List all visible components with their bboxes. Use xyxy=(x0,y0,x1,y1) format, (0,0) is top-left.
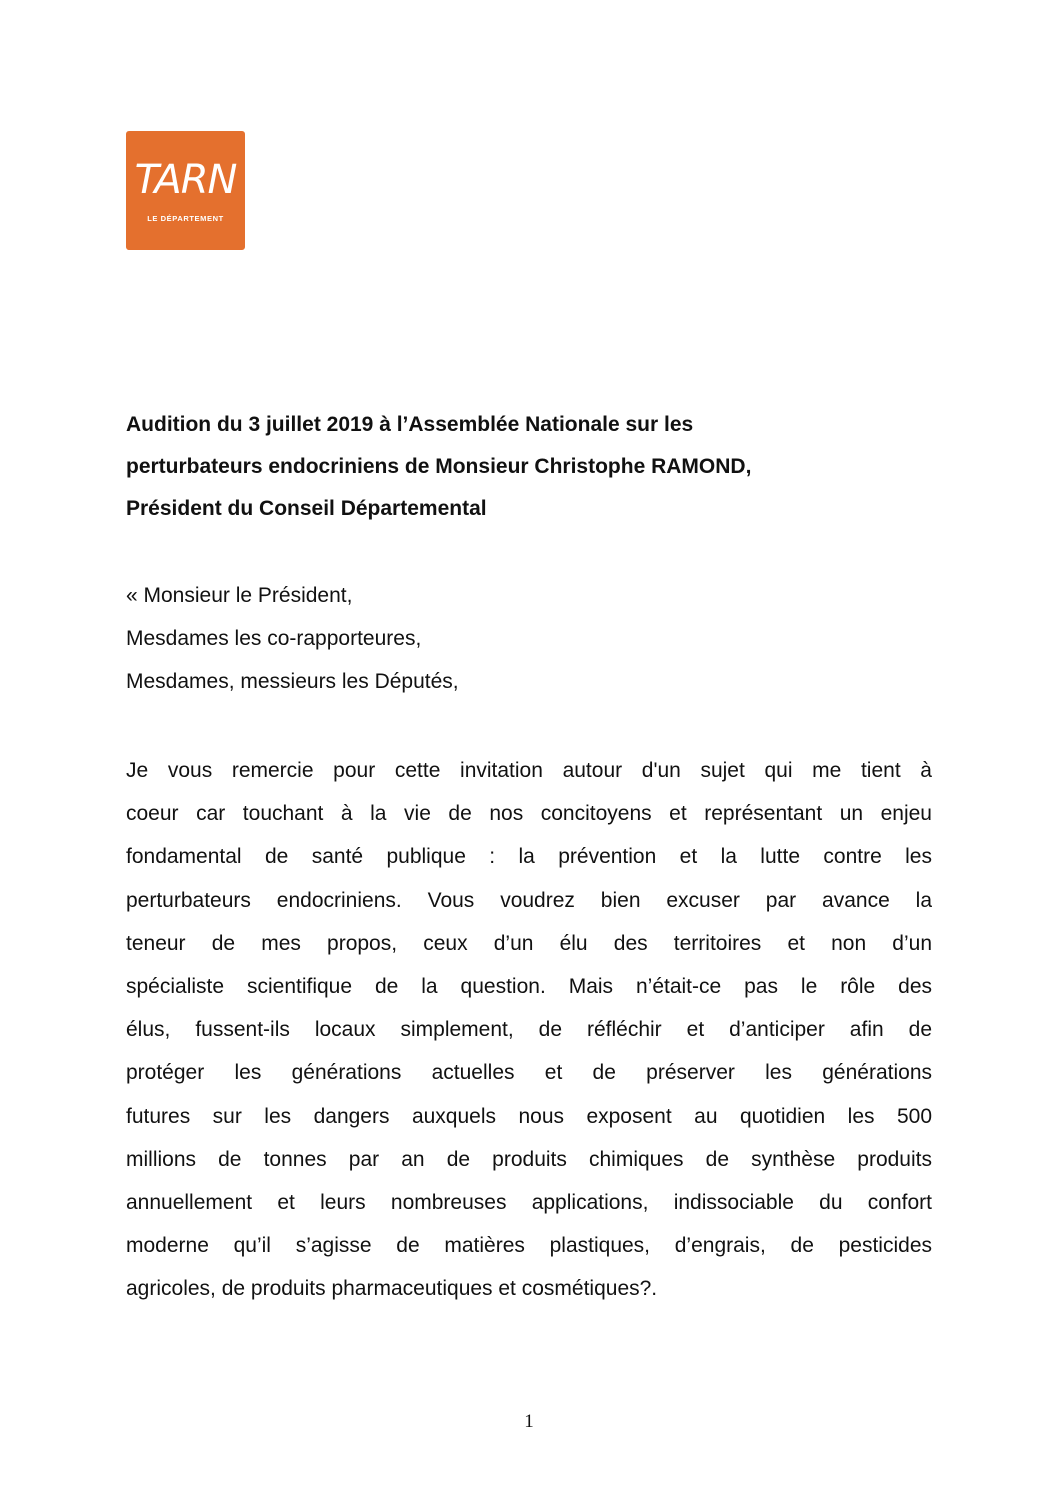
salutation-line: Mesdames les co-rapporteures, xyxy=(126,627,422,650)
title-line: Président du Conseil Départemental xyxy=(126,497,487,520)
paragraph-line: fondamental de santé publique : la prévention et la lutte contre les xyxy=(126,845,932,869)
tarn-logo xyxy=(126,131,245,250)
paragraph-line: annuellement et leurs nombreuses applications, indissociable du confort xyxy=(126,1191,932,1215)
title-line: Audition du 3 juillet 2019 à l’Assemblée Nationale sur les xyxy=(126,413,694,436)
logo-wordmark: TARN xyxy=(134,157,237,203)
paragraph-line: protéger les générations actuelles et de préserver les générations xyxy=(126,1061,932,1085)
salutation-line: Mesdames, messieurs les Députés, xyxy=(126,670,459,693)
paragraph-line: élus, fussent-ils locaux simplement, de réfléchir et d’anticiper afin de xyxy=(126,1018,932,1042)
body-paragraph xyxy=(126,749,932,1311)
salutation-line: « Monsieur le Président, xyxy=(126,584,353,607)
paragraph-line: perturbateurs endocriniens. Vous voudrez bien excuser par avance la xyxy=(126,888,932,912)
title-line: perturbateurs endocriniens de Monsieur Christophe RAMOND, xyxy=(126,455,752,478)
paragraph-line: moderne qu’il s’agisse de matières plastiques, d’engrais, de pesticides xyxy=(126,1234,932,1258)
paragraph-line: agricoles, de produits pharmaceutiques et cosmétiques?. xyxy=(126,1277,658,1301)
paragraph-line: coeur car touchant à la vie de nos concitoyens et représentant un enjeu xyxy=(126,802,932,826)
paragraph-line: teneur de mes propos, ceux d’un élu des territoires et non d’un xyxy=(126,931,932,955)
logo-subtitle: LE DÉPARTEMENT xyxy=(147,214,224,223)
paragraph-line: futures sur les dangers auxquels nous exposent au quotidien les 500 xyxy=(126,1104,932,1128)
paragraph-line: spécialiste scientifique de la question. Mais n’était-ce pas le rôle des xyxy=(126,975,932,999)
salutation xyxy=(126,574,932,703)
page-number: 1 xyxy=(524,1411,534,1432)
paragraph-line: millions de tonnes par an de produits chimiques de synthèse produits xyxy=(126,1147,932,1171)
paragraph-line: Je vous remercie pour cette invitation autour d'un sujet qui me tient à xyxy=(126,759,932,782)
document-title xyxy=(126,404,932,530)
